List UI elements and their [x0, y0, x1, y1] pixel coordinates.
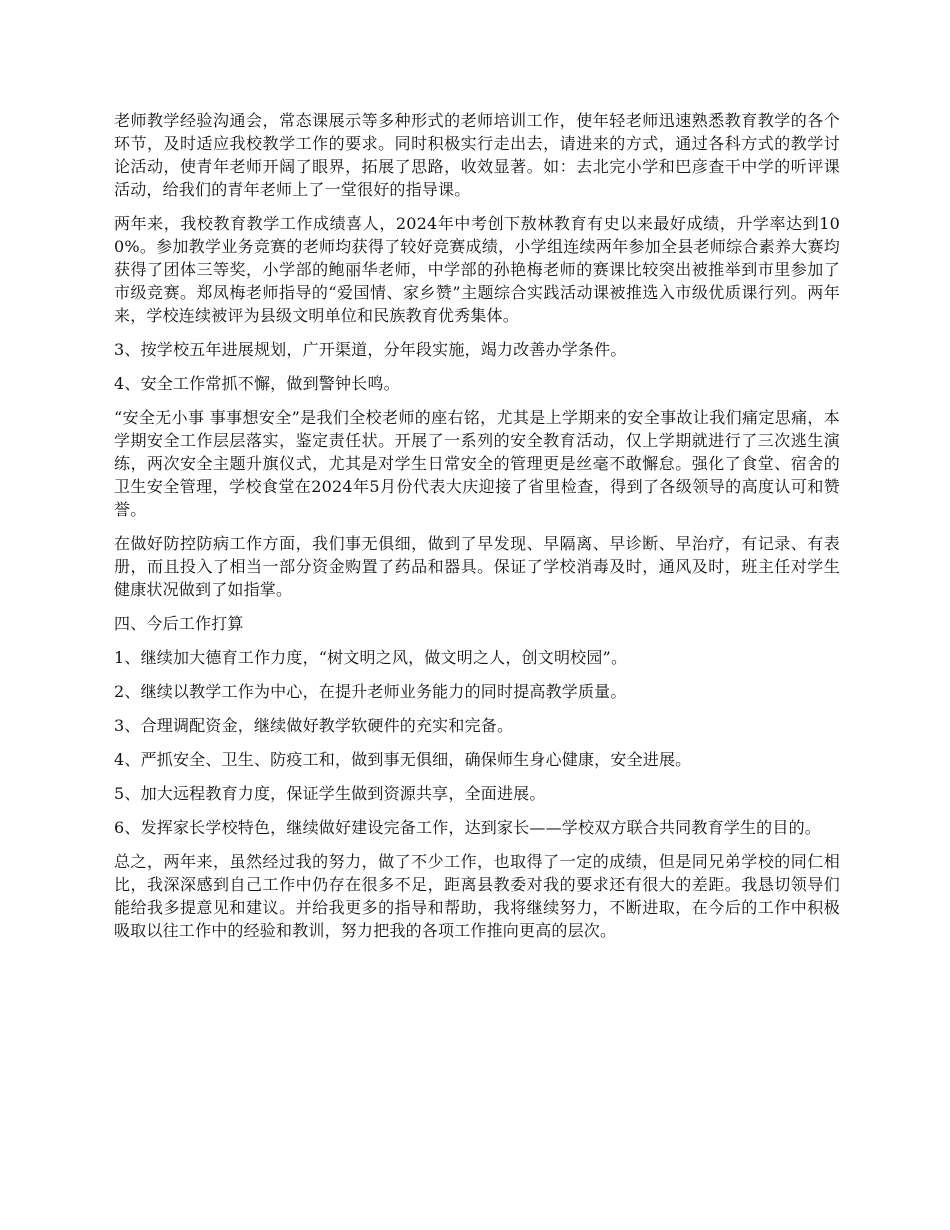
plan-item-6: 6、发挥家长学校特色，继续做好建设完备工作，达到家长——学校双方联合共同教育学生的目的。 — [114, 818, 821, 837]
paragraph-disease-prevention: 在做好防控防病工作方面，我们事无俱细，做到了早发现、早隔离、早诊断、早治疗，有记录、有表册，而且投入了相当一部分资金购置了药品和器具。保证了学校消毒及时，通风及时，班主任对学生健康状况做到了如指掌。 — [114, 534, 840, 599]
plan-item-5: 5、加大远程教育力度，保证学生做到资源共享，全面进展。 — [114, 784, 546, 803]
document-page — [114, 109, 840, 953]
paragraph-item-4-safety: 4、安全工作常抓不懈，做到警钟长鸣。 — [114, 374, 400, 393]
paragraph-conclusion: 总之，两年来，虽然经过我的努力，做了不少工作，也取得了一定的成绩，但是同兄弟学校的同仁相比，我深深感到自己工作中仍存在很多不足，距离县教委对我的要求还有很大的差距。我恳切领导们能给我多提意见和建议。并给我更多的指导和帮助，我将继续努力，不断进取，在今后的工作中积极吸取以往工作中的经验和教训，努力把我的各项工作推向更高的层次。 — [114, 852, 840, 940]
paragraph-safety-details: “安全无小事 事事想安全”是我们全校老师的座右铭，尤其是上学期来的安全事故让我们痛定思痛，本学期安全工作层层落实，鉴定责任状。开展了一系列的安全教育活动，仅上学期就进行了三次逃生演练，两次安全主题升旗仪式，尤其是对学生日常安全的管理更是丝毫不敢懈怠。强化了食堂、宿舍的卫生安全管理，学校食堂在2024年5月份代表大庆迎接了省里检查，得到了各级领导的高度认可和赞誉。 — [114, 408, 840, 519]
section-heading-future-plans: 四、今后工作打算 — [114, 614, 244, 633]
plan-item-4: 4、严抓安全、卫生、防疫工和，做到事无俱细，确保师生身心健康，安全进展。 — [114, 750, 692, 769]
paragraph-teaching-achievements: 两年来，我校教育教学工作成绩喜人，2024年中考创下敖林教育有史以来最好成绩，升学率达到100%。参加教学业务竞赛的老师均获得了较好竞赛成绩，小学组连续两年参加全县老师综合素养大赛均获得了团体三等奖，小学部的鲍丽华老师，中学部的孙艳梅老师的赛课比较突出被推举到市里参加了市级竞赛。郑凤梅老师指导的“爱国情、家乡赞”主题综合实践活动课被推选入市级优质课行列。两年来，学校连续被评为县级文明单位和民族教育优秀集体。 — [114, 214, 840, 325]
paragraph-item-3-conditions: 3、按学校五年进展规划，广开渠道，分年段实施，竭力改善办学条件。 — [114, 340, 627, 359]
paragraph-teacher-training: 老师教学经验沟通会，常态课展示等多种形式的老师培训工作，使年轻老师迅速熟悉教育教学的各个环节，及时适应我校教学工作的要求。同时积极实行走出去，请进来的方式，通过各科方式的教学讨论活动，使青年老师开阔了眼界，拓展了思路，收效显著。如：去北完小学和巴彦查干中学的听评课活动，给我们的青年老师上了一堂很好的指导课。 — [114, 111, 840, 199]
plan-item-3: 3、合理调配资金，继续做好教学软硬件的充实和完备。 — [114, 716, 514, 735]
plan-item-2: 2、继续以教学工作为中心，在提升老师业务能力的同时提高教学质量。 — [114, 682, 627, 701]
plan-item-1: 1、继续加大德育工作力度，“树文明之风，做文明之人，创文明校园”。 — [114, 648, 628, 667]
